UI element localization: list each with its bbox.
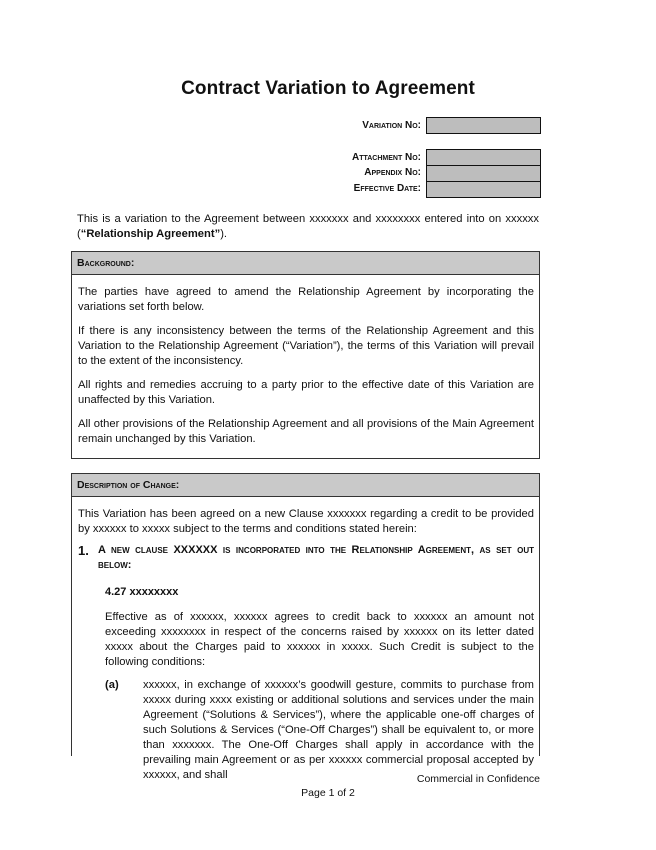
intro-defined-term: “Relationship Agreement”: [80, 228, 221, 240]
appendix-no-field[interactable]: [426, 165, 541, 182]
intro-end: ).: [220, 228, 228, 240]
effective-paragraph: Effective as of xxxxxx, xxxxxx agrees to credit back to xxxxxx an amount not exceeding xxxxxxxx in respect of the concerns raised by xxxxxx on its letter dated xxxxx about the Charges paid to xxxxxx in xxxxx. Such Credit is subject to the following conditions:: [105, 611, 534, 668]
clause-number: 1.: [78, 543, 89, 558]
attachment-no-field[interactable]: [426, 149, 541, 166]
variation-no-field[interactable]: [426, 117, 541, 134]
background-section: [71, 251, 540, 459]
description-intro: This Variation has been agreed on a new Clause xxxxxxx regarding a credit to be provided by xxxxxx to xxxxx subject to the terms and conditions stated herein:: [78, 508, 534, 535]
condition-item: [105, 678, 534, 783]
intro-text: This is a variation to the Agreement between xxxxxxx and xxxxxxxx entered into on xxxxxx (: [77, 213, 539, 240]
variation-no-label: Variation No:: [362, 120, 421, 131]
confidentiality-notice: Commercial in Confidence: [416, 773, 540, 785]
background-body: [72, 275, 539, 462]
effective-date-label: Effective Date:: [353, 183, 421, 194]
condition-text: xxxxxx, in exchange of xxxxxx’s goodwill gesture, commits to purchase from xxxxx during xxxx existing or additional solutions and services under the main Agreement (“Solutions & Services”), where the applicable one-off charges of such Solutions & Services (“One-Off Charges”) shall be equivalent to, or more than xxxxxxx. The One-Off Charges shall apply in accordance with the prevailing main Agreement or as per xxxxxx commercial proposal accepted by xxxxxx, and shall: [143, 679, 534, 781]
background-paragraph: All other provisions of the Relationship Agreement and all provisions of the Main Agreement remain unchanged by this Variation.: [78, 418, 534, 445]
background-paragraph: The parties have agreed to amend the Relationship Agreement by incorporating the variations set forth below.: [78, 286, 534, 313]
background-paragraph: All rights and remedies accruing to a party prior to the effective date of this Variation are unaffected by this Variation.: [78, 379, 534, 406]
condition-label: (a): [105, 679, 119, 691]
subclause-heading: 4.27 xxxxxxxx: [105, 586, 179, 598]
background-heading: Background:: [72, 252, 539, 275]
background-paragraph: If there is any inconsistency between the terms of the Relationship Agreement and this Variation to the Relationship Agreement (“Variation”), the terms of this Variation will prevail to the extent of the inconsistency.: [78, 325, 534, 367]
intro-paragraph: [77, 212, 539, 242]
description-heading: Description of Change:: [72, 474, 539, 497]
description-body: [72, 497, 539, 789]
clause-heading: A new clause XXXXXX is incorporated into the Relationship Agreement, as set out below:: [98, 544, 534, 571]
document-title: Contract Variation to Agreement: [181, 78, 475, 99]
appendix-no-label: Appendix No:: [364, 167, 421, 178]
effective-date-field[interactable]: [426, 181, 541, 198]
page-number: Page 1 of 2: [301, 787, 355, 799]
clause-1: [78, 543, 534, 573]
attachment-no-label: Attachment No:: [351, 152, 421, 163]
